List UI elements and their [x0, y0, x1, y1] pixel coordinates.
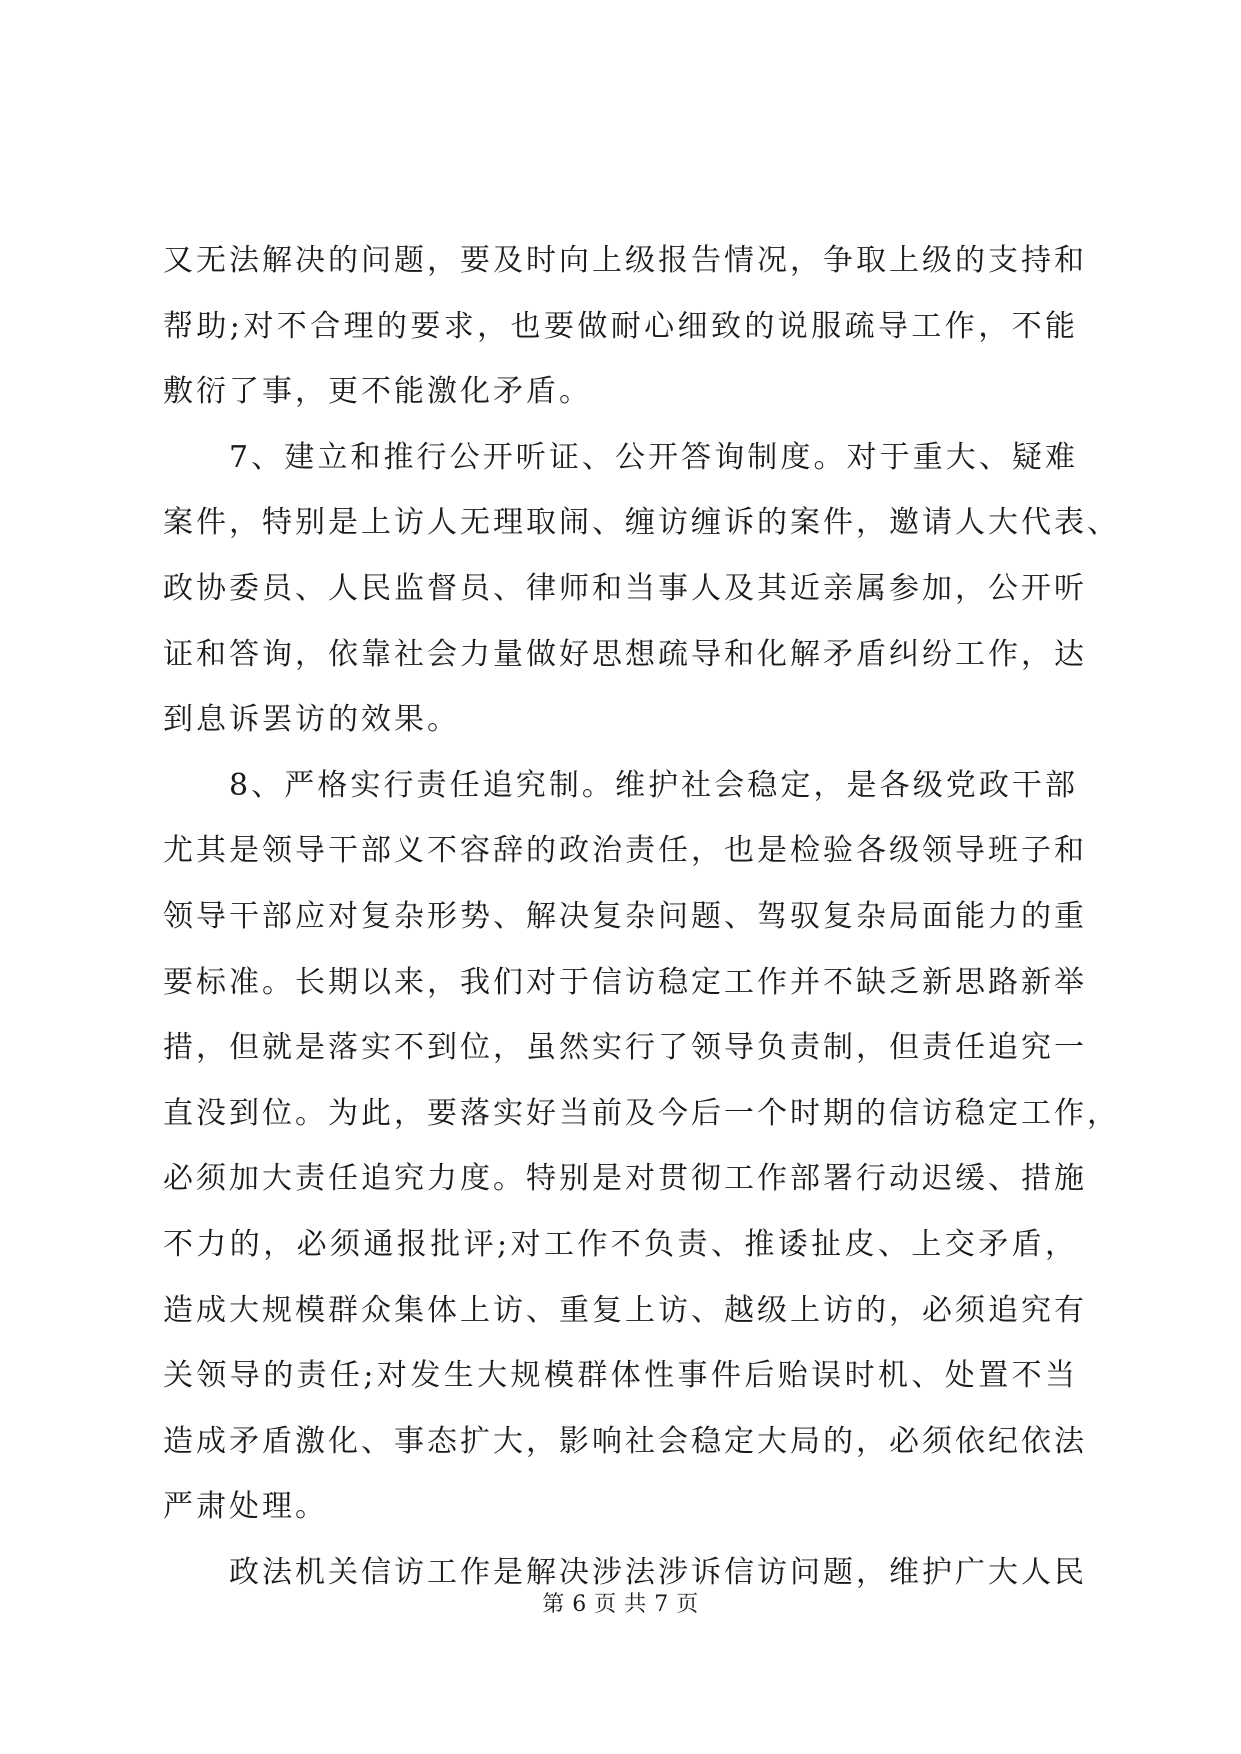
text-line: 关领导的责任;对发生大规模群体性事件后贻误时机、处置不当: [163, 1358, 1078, 1394]
text-line: 敷衍了事，更不能激化矛盾。: [163, 374, 592, 410]
text-line: 又无法解决的问题，要及时向上级报告情况，争取上级的支持和: [163, 243, 1087, 278]
text-line: 尤其是领导干部义不容辞的政治责任，也是检验各级领导班子和: [163, 833, 1087, 869]
text-line: 措，但就是落实不到位，虽然实行了领导负责制，但责任追究一: [163, 1030, 1087, 1066]
body-text: [163, 228, 1120, 1605]
text-line: 必须加大责任追究力度。特别是对贯彻工作部署行动迟缓、措施: [163, 1161, 1087, 1197]
text-line: 严肃处理。: [163, 1489, 328, 1525]
text-line: 领导干部应对复杂形势、解决复杂问题、驾驭复杂局面能力的重: [163, 898, 1087, 934]
text-line: 8、严格实行责任追究制。维护社会稳定，是各级党政干部: [229, 767, 1078, 803]
page-number-footer: 第 6 页 共 7 页: [542, 1592, 699, 1617]
text-line: 直没到位。为此，要落实好当前及今后一个时期的信访稳定工作，: [163, 1095, 1120, 1131]
text-line: 造成矛盾激化、事态扩大，影响社会稳定大局的，必须依纪依法: [163, 1423, 1087, 1459]
text-line: 造成大规模群众集体上访、重复上访、越级上访的，必须追究有: [163, 1292, 1087, 1328]
text-line: 证和答询，依靠社会力量做好思想疏导和化解矛盾纠纷工作，达: [163, 636, 1087, 672]
text-line: 7、建立和推行公开听证、公开答询制度。对于重大、疑难: [229, 439, 1078, 475]
text-line: 政法机关信访工作是解决涉法涉诉信访问题，维护广大人民: [229, 1554, 1087, 1590]
text-line: 到息诉罢访的效果。: [163, 702, 460, 738]
text-line: 不力的，必须通报批评;对工作不负责、推诿扯皮、上交矛盾，: [163, 1226, 1078, 1262]
text-line: 要标准。长期以来，我们对于信访稳定工作并不缺乏新思路新举: [163, 964, 1087, 1000]
text-line: 案件，特别是上访人无理取闹、缠访缠诉的案件，邀请人大代表、: [163, 505, 1120, 541]
text-line: 政协委员、人民监督员、律师和当事人及其近亲属参加，公开听: [163, 570, 1087, 606]
text-line: 帮助;对不合理的要求，也要做耐心细致的说服疏导工作，不能: [163, 308, 1078, 344]
